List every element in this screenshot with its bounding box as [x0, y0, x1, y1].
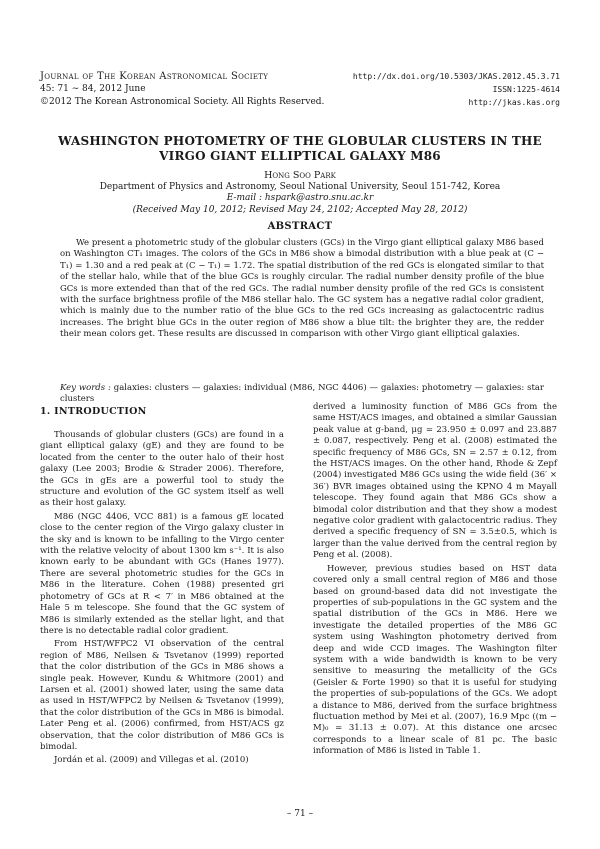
keywords-text: galaxies: clusters — galaxies: individual (M86, NGC 4406) — galaxies: photometry — galaxies: star clusters: [60, 383, 544, 405]
paragraph: Thousands of globular clusters (GCs) are found in a giant elliptical galaxy (gE) and they are found to be located from the center to the outer halo of their host galaxy (Lee 2003; Brodie & Strader 2006). Therefore, the GCs in gEs are a powerful tool to study the structure and evolution of the GC system itself as well as their host galaxy.: [40, 430, 284, 509]
website-link[interactable]: http://jkas.kas.org: [468, 98, 560, 107]
author-block: [40, 170, 560, 216]
submission-dates: (Received May 10, 2012; Revised May 24, 2102; Accepted May 28, 2012): [132, 204, 468, 215]
author-email[interactable]: E-mail : hspark@astro.snu.ac.kr: [226, 193, 374, 203]
doi-link[interactable]: http://dx.doi.org/10.5303/JKAS.2012.45.3.71: [352, 72, 560, 81]
issn: ISSN:1225-4614: [492, 85, 560, 94]
right-column: [313, 402, 557, 760]
journal-header: [40, 70, 330, 109]
paragraph: However, previous studies based on HST data covered only a small central region of M86 and those based on ground-based data did not investigate the properties of sub-populations in the GC system and the spatial distribution of the GCs in M86. Here we investigate the detailed properties of the M86 GC system using Washington photometry derived from deep and wide CCD images. The Washington filter system with a wide bandwidth is known to be very sensitive to measuring the metallicity of the GCs (Geisler & Forte 1990) so that it is useful for studying the properties of sub-populations of the GCs. We adopt a distance to M86, derived from the surface brightness fluctuation method by Mei et al. (2007), 16.9 Mpc ((m − M)₀ = 31.13 ± 0.07). At this distance one arcsec corresponds to a linear scale of 81 pc. The basic information of M86 is listed in Table 1.: [313, 563, 557, 757]
author-affiliation: Department of Physics and Astronomy, Seoul National University, Seoul 151-742, Korea: [99, 181, 501, 192]
section-heading: 1. INTRODUCTION: [40, 406, 147, 417]
paragraph: Jordán et al. (2009) and Villegas et al. (2010): [54, 755, 249, 766]
abstract-text: We present a photometric study of the globular clusters (GCs) in the Virgo giant elliptical galaxy M86 based on Washington CT₁ images. The colors of the GCs in M86 show a bimodal distribution with a blue peak at (C − T₁) = 1.30 and a red peak at (C − T₁) = 1.72. The spatial distribution of the red GCs is elongated similar to that of the stellar halo, while that of the blue GCs is roughly circular. The radial number density profile of the blue GCs is more extended than that of the red GCs. The radial number density profile of the red GCs is consistent with the surface brightness profile of the M86 stellar halo. The GC system has a negative radial color gradient, which is mainly due to the number ratio of the blue GCs to the red GCs increasing as galactocentric radius increases. The bright blue GCs in the outer region of M86 show a blue tilt: the brighter they are, the redder their mean colors get. These results are discussed in comparison with other Virgo giant elliptical galaxies.: [60, 238, 544, 340]
journal-identifiers: [310, 70, 560, 109]
paragraph: derived a luminosity function of M86 GCs from the same HST/ACS images, and obtained a similar Gaussian peak value at g-band, μg = 23.950 ± 0.097 and 23.887 ± 0.087, respectively. Peng et al. (2008) estimated the specific frequency of M86 GCs, SN = 2.57 ± 0.12, from the HST/ACS images. On the other hand, Rhode & Zepf (2004) investigated M86 GCs using the wide field (36′ × 36′) BVR images obtained using the KPNO 4 m Mayall telescope. They found again that M86 GCs show a bimodal color distribution and that they show a modest negative color gradient with galactocentric radius. They derived a specific frequency of SN = 3.5±0.5, which is larger than the value derived from the central region by Peng et al. (2008).: [313, 402, 557, 561]
journal-issue: 45: 71 ∼ 84, 2012 June: [40, 84, 146, 94]
abstract-heading: ABSTRACT: [267, 221, 333, 232]
paper-title: WASHINGTON PHOTOMETRY OF THE GLOBULAR CLUSTERS IN THE VIRGO GIANT ELLIPTICAL GALAXY M86: [58, 134, 542, 163]
keywords-label: Key words :: [60, 383, 111, 393]
author-name: Hong Soo Park: [264, 170, 336, 181]
copyright: ©2012 The Korean Astronomical Society. All Rights Reserved.: [40, 97, 325, 107]
paragraph: From HST/WFPC2 VI observation of the central region of M86, Neilsen & Tsvetanov (1999) reported that the color distribution of the GCs in M86 shows a single peak. However, Kundu & Whitmore (2001) and Larsen et al. (2001) showed later, using the same data as used in HST/WFPC2 by Neilsen & Tsvetanov (1999), that the color distribution of the GCs in M86 is bimodal. Later Peng et al. (2006) confirmed, from HST/ACS gz observation, that the color distribution of M86 GCs is bimodal.: [40, 639, 284, 752]
journal-name: Journal of The Korean Astronomical Society: [40, 71, 269, 82]
page-number: – 71 –: [286, 809, 314, 819]
paragraph: M86 (NGC 4406, VCC 881) is a famous gE located close to the center region of the Virgo galaxy cluster in the sky and is known to be infalling to the Virgo center with the relative velocity of about 1300 km s⁻¹. It is also known early to be abundant with GCs (Hanes 1977). There are several photometric studies for the GCs in M86 in the literature. Cohen (1988) presented gri photometry of GCs at R < 7′ in M86 obtained at the Hale 5 m telescope. She found that the GC system of M86 is similarly extended as the stellar light, and that there is no detectable radial color gradient.: [40, 511, 284, 636]
left-column: [40, 430, 284, 769]
